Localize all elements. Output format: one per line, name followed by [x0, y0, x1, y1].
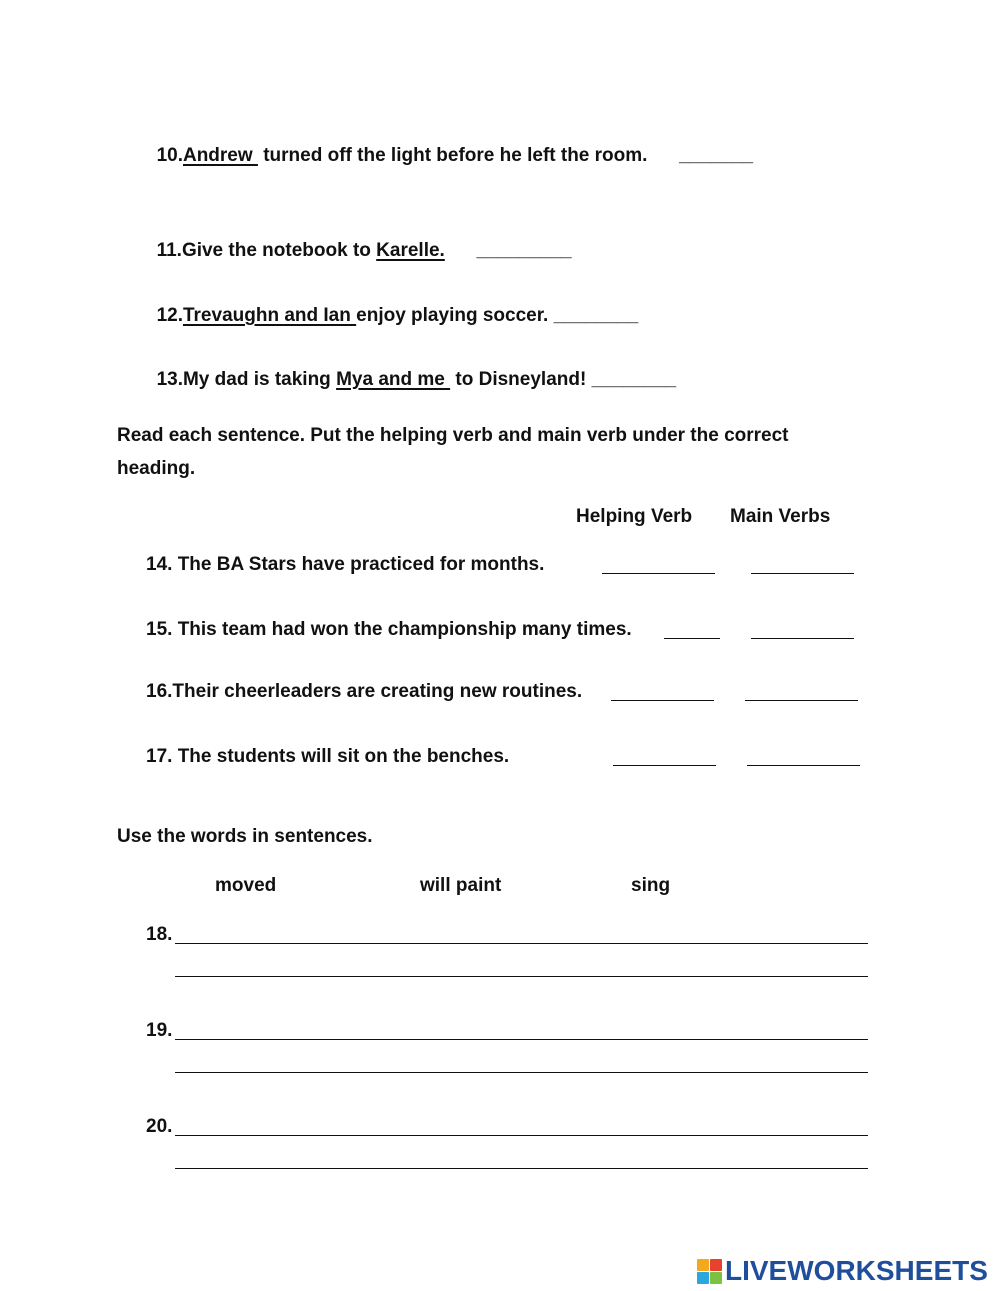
main-verb-blank[interactable] [751, 638, 854, 639]
writing-line[interactable] [175, 1039, 868, 1040]
answer-blank[interactable]: _________ [476, 240, 572, 261]
item-number: 10. [156, 145, 183, 166]
word-option: sing [631, 875, 671, 896]
underlined-word: Andrew [182, 145, 258, 166]
header-helping-verb: Helping Verb [576, 506, 693, 527]
writing-line[interactable] [175, 976, 868, 977]
main-verb-blank[interactable] [747, 765, 860, 766]
answer-blank[interactable]: ________ [591, 369, 677, 390]
word-option: moved [215, 875, 277, 896]
item-number-18: 18. [146, 924, 173, 945]
item-15: 15. This team had won the championship many times. [146, 619, 632, 640]
logo-text: LIVEWORKSHEETS [725, 1255, 988, 1286]
item-text: My dad is taking [182, 369, 337, 390]
item-17: 17. The students will sit on the benches. [146, 746, 510, 767]
logo-block [697, 1272, 709, 1284]
main-verb-blank[interactable] [751, 573, 854, 574]
logo-block [710, 1272, 722, 1284]
logo-block [710, 1259, 722, 1271]
item-13 [146, 344, 676, 392]
writing-line[interactable] [175, 1072, 868, 1073]
writing-line[interactable] [175, 943, 868, 944]
item-number-19: 19. [146, 1020, 173, 1041]
item-text: enjoy playing soccer. [356, 305, 554, 326]
item-number-20: 20. [146, 1116, 173, 1137]
answer-blank[interactable]: _______ [679, 145, 754, 166]
writing-line[interactable] [175, 1168, 868, 1169]
word-option: will paint [420, 875, 502, 896]
item-number: 12. [156, 305, 183, 326]
main-verb-blank[interactable] [745, 700, 858, 701]
item-16: 16.Their cheerleaders are creating new routines. [146, 681, 583, 702]
item-text: turned off the light before he left the room. [257, 145, 680, 166]
item-14: 14. The BA Stars have practiced for months. [146, 554, 545, 575]
liveworksheets-logo [697, 1255, 988, 1287]
item-number: 11. [156, 240, 182, 261]
writing-line[interactable] [175, 1135, 868, 1136]
item-12 [146, 280, 638, 328]
item-11 [146, 215, 572, 263]
logo-blocks-icon [697, 1259, 722, 1284]
underlined-word: Karelle. [376, 240, 445, 261]
helping-verb-blank[interactable] [611, 700, 714, 701]
helping-verb-blank[interactable] [664, 638, 720, 639]
underlined-word: Trevaughn and Ian [182, 305, 357, 326]
instruction-sentences: Use the words in sentences. [117, 826, 373, 847]
instruction-verbs-line1: Read each sentence. Put the helping verb and main verb under the correct [117, 425, 789, 446]
logo-block [697, 1259, 709, 1271]
underlined-word: Mya and me [336, 369, 451, 390]
answer-blank[interactable]: ________ [553, 305, 639, 326]
instruction-verbs-line2: heading. [117, 458, 196, 479]
item-10 [146, 120, 753, 168]
item-text [445, 240, 477, 261]
header-main-verbs: Main Verbs [730, 506, 831, 527]
item-text: to Disneyland! [450, 369, 592, 390]
helping-verb-blank[interactable] [602, 573, 715, 574]
item-text: Give the notebook to [181, 240, 377, 261]
helping-verb-blank[interactable] [613, 765, 716, 766]
item-number: 13. [156, 369, 183, 390]
